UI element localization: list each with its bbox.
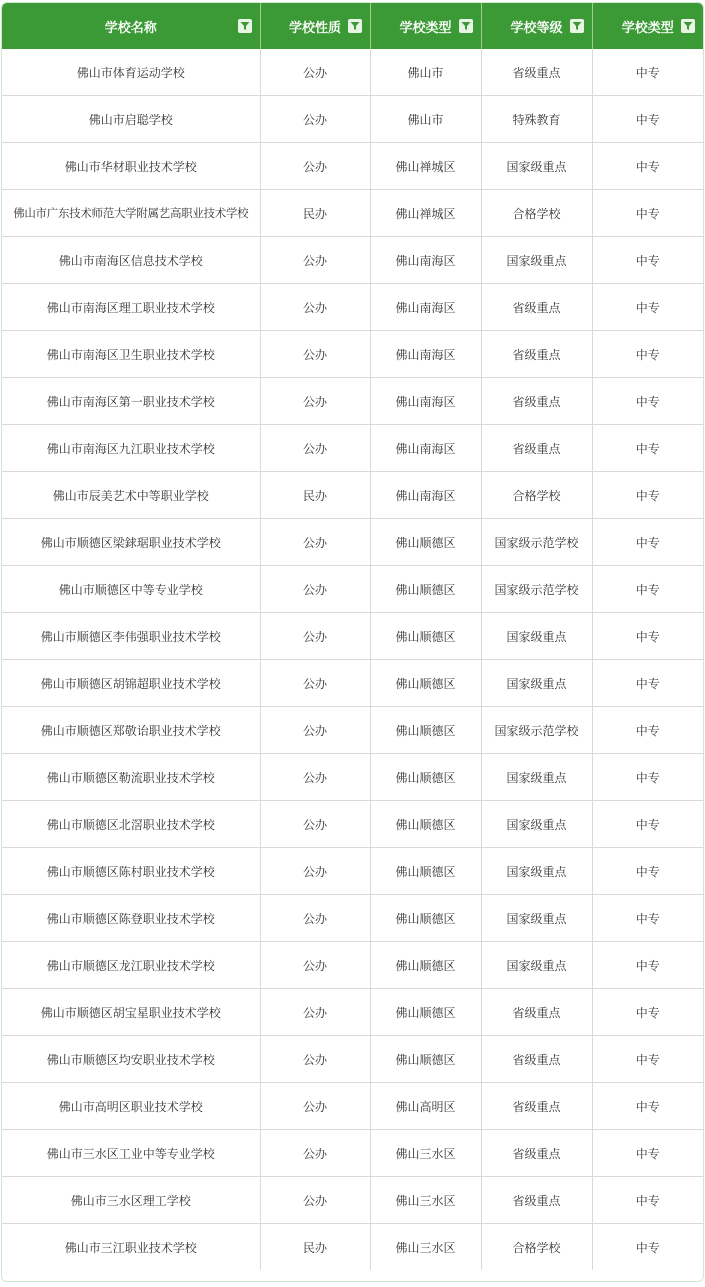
filter-icon[interactable] <box>681 19 695 33</box>
table-row <box>2 754 703 801</box>
cell-school-level: 省级重点 <box>481 425 592 472</box>
cell-school-name: 佛山市顺德区勒流职业技术学校 <box>2 754 260 801</box>
cell-school-level: 省级重点 <box>481 49 592 96</box>
cell-school-category: 中专 <box>592 1130 703 1177</box>
cell-school-nature: 公办 <box>260 754 370 801</box>
table-row <box>2 566 703 613</box>
cell-school-nature: 公办 <box>260 237 370 284</box>
table-row <box>2 190 703 237</box>
cell-school-type: 佛山禅城区 <box>370 190 481 237</box>
cell-school-level: 合格学校 <box>481 472 592 519</box>
cell-school-name: 佛山市顺德区胡宝星职业技术学校 <box>2 989 260 1036</box>
table-row <box>2 989 703 1036</box>
cell-school-type: 佛山南海区 <box>370 284 481 331</box>
cell-school-nature: 公办 <box>260 1177 370 1224</box>
cell-school-type: 佛山顺德区 <box>370 566 481 613</box>
table-row <box>2 660 703 707</box>
cell-school-type: 佛山三水区 <box>370 1177 481 1224</box>
cell-school-category: 中专 <box>592 378 703 425</box>
cell-school-category: 中专 <box>592 801 703 848</box>
cell-school-category: 中专 <box>592 49 703 96</box>
cell-school-level: 国家级重点 <box>481 143 592 190</box>
table-row <box>2 49 703 96</box>
table-row <box>2 1177 703 1224</box>
table-row <box>2 613 703 660</box>
cell-school-level: 省级重点 <box>481 989 592 1036</box>
cell-school-type: 佛山顺德区 <box>370 989 481 1036</box>
table-row <box>2 801 703 848</box>
cell-school-name: 佛山市顺德区北滘职业技术学校 <box>2 801 260 848</box>
cell-school-name: 佛山市体育运动学校 <box>2 49 260 96</box>
cell-school-name: 佛山市三江职业技术学校 <box>2 1224 260 1271</box>
cell-school-category: 中专 <box>635 1240 660 1255</box>
cell-school-nature: 公办 <box>260 331 370 378</box>
cell-school-name: 佛山市辰美艺术中等职业学校 <box>2 472 260 519</box>
cell-school-category: 中专 <box>592 284 703 331</box>
cell-school-nature: 公办 <box>260 942 370 989</box>
cell-school-nature: 公办 <box>260 519 370 566</box>
column-header-label: 学校类型 <box>621 20 674 36</box>
table-row <box>2 425 703 472</box>
cell-school-level: 国家级重点 <box>481 848 592 895</box>
cell-school-category: 中专 <box>592 707 703 754</box>
cell-school-name: 佛山市南海区理工职业技术学校 <box>2 284 260 331</box>
cell-school-level: 国家级重点 <box>481 237 592 284</box>
column-header-school-nature <box>260 3 370 49</box>
cell-school-level: 省级重点 <box>481 378 592 425</box>
cell-school-category: 中专 <box>592 1083 703 1130</box>
cell-school-level: 特殊教育 <box>481 96 592 143</box>
cell-school-level: 国家级重点 <box>481 801 592 848</box>
cell-school-level: 省级重点 <box>481 1036 592 1083</box>
cell-school-name: 佛山市高明区职业技术学校 <box>2 1083 260 1130</box>
cell-school-type: 佛山顺德区 <box>370 848 481 895</box>
cell-school-nature: 民办 <box>260 1224 370 1271</box>
cell-school-nature: 公办 <box>260 1083 370 1130</box>
cell-school-nature: 公办 <box>260 49 370 96</box>
cell-school-level: 国家级重点 <box>481 754 592 801</box>
cell-school-nature: 公办 <box>260 425 370 472</box>
cell-school-category: 中专 <box>592 754 703 801</box>
cell-school-level: 国家级重点 <box>481 613 592 660</box>
cell-school-type: 佛山市 <box>370 96 481 143</box>
cell-school-nature: 公办 <box>260 284 370 331</box>
table-row <box>2 895 703 942</box>
cell-school-name: 佛山市三水区理工学校 <box>2 1177 260 1224</box>
cell-school-nature: 公办 <box>260 378 370 425</box>
cell-school-name: 佛山市南海区卫生职业技术学校 <box>2 331 260 378</box>
cell-school-type: 佛山禅城区 <box>370 143 481 190</box>
cell-school-category: 中专 <box>592 942 703 989</box>
table-row <box>2 1130 703 1177</box>
cell-school-category: 中专 <box>592 1177 703 1224</box>
cell-school-level: 国家级重点 <box>481 942 592 989</box>
cell-school-type: 佛山顺德区 <box>370 707 481 754</box>
cell-school-level: 合格学校 <box>481 190 592 237</box>
filter-icon[interactable] <box>459 19 473 33</box>
cell-school-type: 佛山顺德区 <box>370 895 481 942</box>
cell-school-category: 中专 <box>592 519 703 566</box>
column-header-label: 学校名称 <box>104 20 157 36</box>
cell-school-name: 佛山市华材职业技术学校 <box>2 143 260 190</box>
column-header-school-name <box>2 3 260 49</box>
cell-school-category: 中专 <box>592 425 703 472</box>
cell-school-category: 中专 <box>592 895 703 942</box>
cell-school-level: 省级重点 <box>481 331 592 378</box>
cell-school-category: 中专 <box>592 143 703 190</box>
cell-school-type: 佛山顺德区 <box>370 754 481 801</box>
table-body <box>2 49 703 1270</box>
cell-school-category: 中专 <box>592 660 703 707</box>
cell-school-nature: 民办 <box>260 190 370 237</box>
table-row <box>2 1036 703 1083</box>
table-row <box>2 472 703 519</box>
cell-school-category: 中专 <box>592 331 703 378</box>
cell-school-name: 佛山市顺德区梁銶琚职业技术学校 <box>2 519 260 566</box>
cell-school-category: 中专 <box>592 472 703 519</box>
cell-school-category: 中专 <box>592 1036 703 1083</box>
cell-school-type: 佛山顺德区 <box>370 613 481 660</box>
table-row <box>2 942 703 989</box>
cell-school-type: 佛山顺德区 <box>370 942 481 989</box>
column-header-school-type <box>370 3 481 49</box>
cell-school-category: 中专 <box>592 989 703 1036</box>
column-header-school-level <box>481 3 592 49</box>
table-row <box>2 331 703 378</box>
cell-school-type: 佛山三水区 <box>370 1130 481 1177</box>
cell-school-nature: 公办 <box>260 707 370 754</box>
cell-school-type: 佛山市 <box>370 49 481 96</box>
cell-school-level: 国家级重点 <box>481 660 592 707</box>
cell-school-nature: 公办 <box>260 895 370 942</box>
cell-school-level: 国家级示范学校 <box>481 566 592 613</box>
cell-school-name: 佛山市顺德区均安职业技术学校 <box>2 1036 260 1083</box>
cell-school-name: 佛山市南海区信息技术学校 <box>2 237 260 284</box>
cell-school-category: 中专 <box>592 566 703 613</box>
filter-icon[interactable] <box>570 19 584 33</box>
cell-school-nature: 公办 <box>260 801 370 848</box>
cell-school-nature: 公办 <box>260 1130 370 1177</box>
table-row <box>2 848 703 895</box>
cell-school-type: 佛山南海区 <box>370 472 481 519</box>
school-table <box>2 3 703 1270</box>
cell-school-nature: 公办 <box>260 848 370 895</box>
cell-school-type: 佛山南海区 <box>370 425 481 472</box>
cell-school-nature: 公办 <box>260 989 370 1036</box>
column-header-label: 学校等级 <box>510 20 563 36</box>
column-header-label: 学校类型 <box>399 20 452 36</box>
cell-school-name: 佛山市顺德区陈登职业技术学校 <box>2 895 260 942</box>
table-row <box>2 284 703 331</box>
cell-school-level: 国家级示范学校 <box>481 519 592 566</box>
cell-school-nature: 公办 <box>260 566 370 613</box>
cell-school-type: 佛山高明区 <box>370 1083 481 1130</box>
cell-school-type: 佛山顺德区 <box>370 1036 481 1083</box>
cell-school-name: 佛山市顺德区龙江职业技术学校 <box>2 942 260 989</box>
cell-school-name: 佛山市顺德区胡锦超职业技术学校 <box>2 660 260 707</box>
cell-school-name: 佛山市顺德区中等专业学校 <box>2 566 260 613</box>
table-row <box>2 378 703 425</box>
cell-school-name: 佛山市南海区九江职业技术学校 <box>2 425 260 472</box>
table-row <box>2 1224 703 1271</box>
cell-school-level: 合格学校 <box>481 1224 592 1271</box>
table-row <box>2 96 703 143</box>
table-row <box>2 237 703 284</box>
cell-school-nature: 公办 <box>260 143 370 190</box>
filter-icon[interactable] <box>238 19 252 33</box>
cell-school-name: 佛山市广东技术师范大学附属艺高职业技术学校 <box>2 190 260 237</box>
table-header-row <box>2 3 703 49</box>
cell-school-name: 佛山市启聪学校 <box>2 96 260 143</box>
cell-school-name: 佛山市顺德区陈村职业技术学校 <box>2 848 260 895</box>
cell-school-level: 省级重点 <box>481 1083 592 1130</box>
cell-school-type: 佛山三水区 <box>370 1224 481 1271</box>
cell-school-nature: 公办 <box>260 660 370 707</box>
cell-school-level: 省级重点 <box>481 1177 592 1224</box>
cell-school-name: 佛山市三水区工业中等专业学校 <box>2 1130 260 1177</box>
cell-school-category: 中专 <box>592 237 703 284</box>
cell-school-name: 佛山市南海区第一职业技术学校 <box>2 378 260 425</box>
cell-school-nature: 民办 <box>260 472 370 519</box>
cell-school-category: 中专 <box>592 96 703 143</box>
cell-school-nature: 公办 <box>260 96 370 143</box>
cell-school-type: 佛山顺德区 <box>370 660 481 707</box>
cell-school-name: 佛山市顺德区郑敬诒职业技术学校 <box>2 707 260 754</box>
cell-school-category: 中专 <box>592 190 703 237</box>
cell-school-level: 国家级示范学校 <box>481 707 592 754</box>
cell-school-level: 省级重点 <box>481 1130 592 1177</box>
filter-icon[interactable] <box>348 19 362 33</box>
cell-school-name: 佛山市顺德区李伟强职业技术学校 <box>2 613 260 660</box>
table-row <box>2 707 703 754</box>
school-table-container <box>1 2 704 1282</box>
cell-school-nature: 公办 <box>260 613 370 660</box>
cell-school-type: 佛山南海区 <box>370 331 481 378</box>
cell-school-category: 中专 <box>592 613 703 660</box>
cell-school-category: 中专 <box>592 848 703 895</box>
table-row <box>2 1083 703 1130</box>
cell-school-level: 省级重点 <box>481 284 592 331</box>
table-row <box>2 143 703 190</box>
column-header-label: 学校性质 <box>288 20 341 36</box>
column-header-school-category <box>592 3 703 49</box>
cell-school-type: 佛山南海区 <box>370 378 481 425</box>
cell-school-type: 佛山顺德区 <box>370 801 481 848</box>
table-row <box>2 519 703 566</box>
cell-school-type: 佛山顺德区 <box>370 519 481 566</box>
cell-school-level: 国家级重点 <box>481 895 592 942</box>
cell-school-type: 佛山南海区 <box>370 237 481 284</box>
cell-school-nature: 公办 <box>260 1036 370 1083</box>
